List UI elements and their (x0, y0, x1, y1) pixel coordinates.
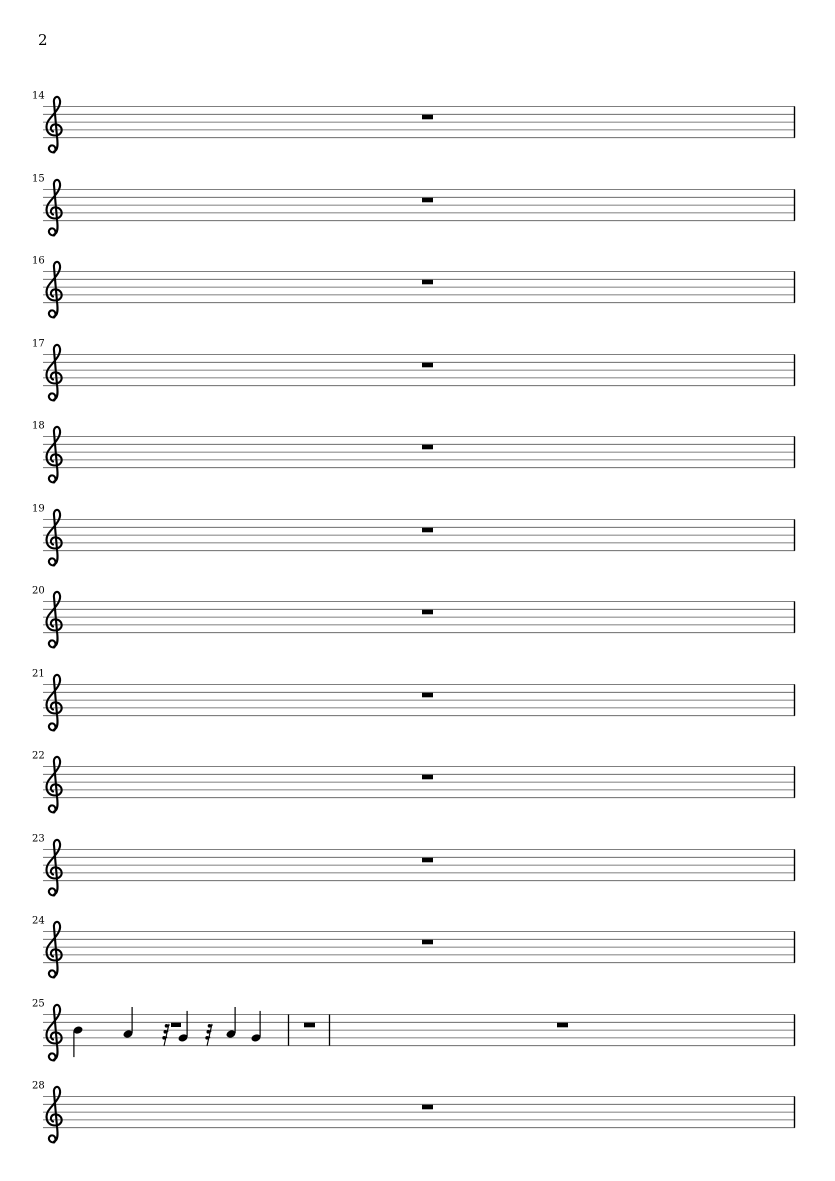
multimeasure-rest (422, 363, 433, 368)
measure-number: 20 (32, 585, 45, 597)
measure-number: 14 (32, 90, 45, 102)
staff-system (32, 916, 795, 978)
multimeasure-rest (422, 528, 433, 533)
treble-clef-icon (47, 1005, 62, 1061)
measure-number: 28 (32, 1080, 45, 1092)
staff-system (32, 339, 795, 401)
staff-system (32, 751, 795, 813)
staff-system (32, 421, 795, 483)
measure-number: 19 (32, 503, 45, 515)
treble-clef-icon (47, 840, 62, 896)
multimeasure-rest (422, 198, 433, 203)
whole-rest (304, 1023, 315, 1028)
staff-system (32, 586, 795, 648)
staff-system (32, 256, 795, 318)
staff-system (32, 504, 795, 566)
rest (171, 1023, 181, 1027)
staff-system (32, 1081, 795, 1143)
multimeasure-rest (557, 1023, 568, 1028)
staff-system (32, 174, 795, 236)
multimeasure-rest (422, 940, 433, 945)
multimeasure-rest (422, 280, 433, 285)
multimeasure-rest (422, 1105, 433, 1110)
treble-clef-icon (47, 675, 62, 731)
multimeasure-rest (422, 858, 433, 863)
measure-number: 24 (32, 915, 45, 927)
multimeasure-rest (422, 115, 433, 120)
treble-clef-icon (47, 345, 62, 401)
treble-clef-icon (47, 427, 62, 483)
measure-number: 17 (32, 338, 45, 350)
staff-system (32, 669, 795, 731)
treble-clef-icon (47, 922, 62, 978)
staff-system (32, 91, 795, 153)
measure-number: 21 (32, 668, 45, 680)
multimeasure-rest (422, 610, 433, 615)
measure-number: 18 (32, 420, 45, 432)
treble-clef-icon (47, 262, 62, 318)
treble-clef-icon (47, 592, 62, 648)
measure-number: 15 (32, 173, 45, 185)
multimeasure-rest (422, 775, 433, 780)
multimeasure-rest (422, 693, 433, 698)
measure-number: 22 (32, 750, 45, 762)
treble-clef-icon (47, 1087, 62, 1143)
staff-system (32, 999, 795, 1061)
multimeasure-rest (422, 445, 433, 450)
measure-number: 23 (32, 833, 45, 845)
measure-number: 16 (32, 255, 45, 267)
treble-clef-icon (47, 757, 62, 813)
treble-clef-icon (47, 180, 62, 236)
measure-number: 25 (32, 998, 45, 1010)
staff-system (32, 834, 795, 896)
page-number: 2 (38, 31, 48, 49)
treble-clef-icon (47, 97, 62, 153)
treble-clef-icon (47, 510, 62, 566)
